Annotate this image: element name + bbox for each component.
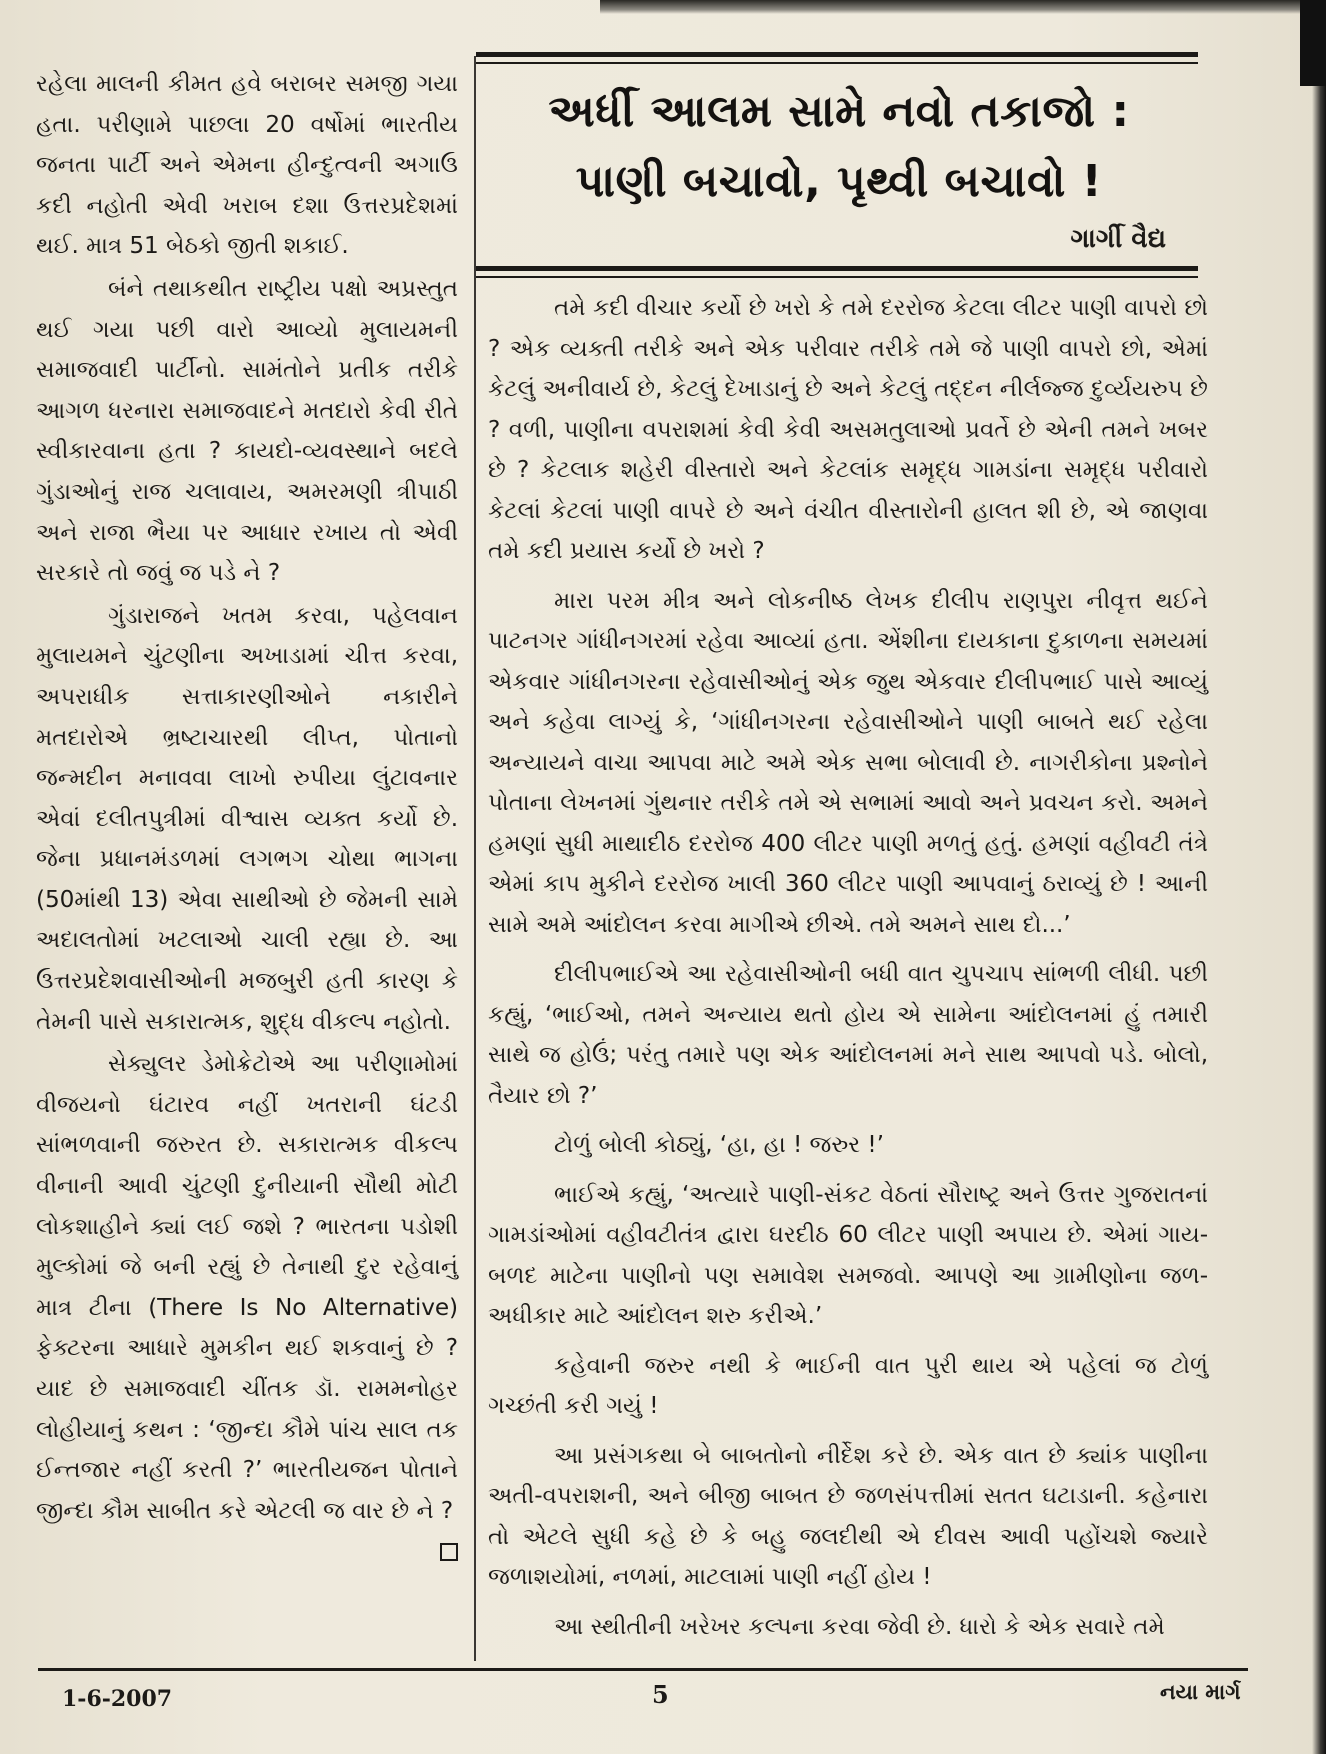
article-paragraph: કહેવાની જરુર નથી કે ભાઈની વાત પુરી થાય એ પહેલાં જ ટોળું ગચ્છંતી કરી ગયું ! bbox=[488, 1351, 1208, 1419]
left-paragraph-text: સેક્યુલર ડેમોક્રેટોએ આ પરીણામોમાં વીજયનો ઘંટારવ નહીં ખતરાની ઘંટડી સાંભળવાની જરુરત છે. સકારાત્મક વીકલ્પ વીનાની આવી ચુંટણી દુનીયાની સૌથી મોટી લોકશાહીને ક્યાં લઈ જશે ? ભારતના પડોશી મુલ્કોમાં જે બની રહ્યું છે તેનાથી દુર રહેવાનું માત્ર ટીના (There Is No Alternative) ફેક્ટરના આધારે મુમકીન થઈ શકવાનું છે ? યાદ છે સમાજવાદી ચીંતક ડૉ. રામમનોહર લોહીયાનું કથન : ‘જીન્દા કૌમે પાંચ સાલ તક ઈન્તજાર નહીં કરતી ?’ ભારતીયજન પોતાને જીન્દા કૌમ સાબીત કરે એટલી જ વાર છે ને ? bbox=[36, 1050, 458, 1524]
page-number: 5 bbox=[652, 1680, 669, 1709]
article-paragraph: તમે કદી વીચાર કર્યો છે ખરો કે તમે દરરોજ કેટલા લીટર પાણી વાપરો છો ? એક વ્યક્તી તરીકે અને એક પરીવાર તરીકે તમે જે પાણી વાપરો છો, એમાં કેટલું અનીવાર્ય છે, કેટલું દેખાડાનું છે અને કેટલું તદ્દન નીર્લજ્જ દુર્વ્યયરુપ છે ? વળી, પાણીના વપરાશમાં કેવી કેવી અસમતુલાઓ પ્રવર્તે છે એની તમને ખબર છે ? કેટલાક શહેરી વીસ્તારો અને કેટલાંક સમૃદ્ધ ગામડાંના સમૃદ્ધ પરીવારો કેટલાં કેટલાં પાણી વાપરે છે અને વંચીત વીસ્તારોની હાલત શી છે, એ જાણવા તમે કદી પ્રયાસ કર્યો છે ખરો ? bbox=[488, 294, 1208, 564]
article-title-line-1: અર્ધી આલમ સામે નવો તકાજો : bbox=[548, 86, 1130, 137]
article-paragraph: ટોળું બોલી કોઠ્યું, ‘હા, હા ! જરુર !’ bbox=[554, 1131, 884, 1158]
left-paragraph: રહેલા માલની કીમત હવે બરાબર સમજી ગયા હતા. પરીણામે પાછલા 20 વર્ષોમાં ભારતીય જનતા પાર્ટી અને એમના હીન્દુત્વની અગાઉ કદી નહોતી એવી ખરાબ દશા ઉત્તરપ્રદેશમાં થઈ. માત્ર 51 બેઠકો જીતી શકાઈ. bbox=[36, 70, 458, 260]
article-paragraph: દીલીપભાઈએ આ રહેવાસીઓની બધી વાત ચુપચાપ સાંભળી લીધી. પછી કહ્યું, ‘ભાઈઓ, તમને અન્યાય થતો હોય એ સામેના આંદોલનમાં હું તમારી સાથે જ હોઉં; પરંતુ તમારે પણ એક આંદોલનમાં મને સાથ આપવો પડે. બોલો, તૈયાર છો ?’ bbox=[488, 960, 1208, 1109]
article-title-line-2: પાણી બચાવો, પૃથ્વી બચાવો ! bbox=[575, 156, 1103, 207]
column-divider bbox=[474, 56, 476, 1661]
left-column bbox=[36, 64, 458, 1664]
left-paragraph: ગુંડારાજને ખતમ કરવા, પહેલવાન મુલાયમને ચુંટણીના અખાડામાં ચીત્ત કરવા, અપરાધીક સત્તાકારણીઓને નકારીને મતદારોએ ભ્રષ્ટાચારથી લીપ્ત, પોતાનો જન્મદીન મનાવવા લાખો રુપીયા લુંટાવનાર એવાં દલીતપુત્રીમાં વીશ્વાસ વ્યક્ત કર્યો છે. જેના પ્રધાનમંડળમાં લગભગ ચોથા ભાગના (50માંથી 13) એવા સાથીઓ છે જેમની સામે અદાલતોમાં ખટલાઓ ચાલી રહ્યા છે. આ ઉત્તરપ્રદેશવાસીઓની મજબુરી હતી કારણ કે તેમની પાસે સકારાત્મક, શુદ્ધ વીકલ્પ નહોતો. bbox=[36, 601, 458, 1035]
header-top-rule-thin bbox=[476, 62, 1198, 64]
footer-rule bbox=[38, 1668, 1248, 1671]
article-paragraph: મારા પરમ મીત્ર અને લોકનીષ્ઠ લેખક દીલીપ રાણપુરા નીવૃત્ત થઈને પાટનગર ગાંધીનગરમાં રહેવા આવ્યાં હતા. એંશીના દાયકાના દુકાળના સમયમાં એકવાર ગાંધીનગરના રહેવાસીઓનું એક જુથ એકવાર દીલીપભાઈ પાસે આવ્યું અને કહેવા લાગ્યું કે, ‘ગાંધીનગરના રહેવાસીઓને પાણી બાબતે થઈ રહેલા અન્યાયને વાચા આપવા માટે અમે એક સભા બોલાવી છે. નાગરીકોના પ્રશ્નોને પોતાના લેખનમાં ગુંથનાર તરીકે તમે એ સભામાં આવો અને પ્રવચન કરો. અમને હમણાં સુધી માથાદીઠ દરરોજ 400 લીટર પાણી મળતું હતું. હમણાં વહીવટી તંત્રે એમાં કાપ મુકીને દરરોજ ખાલી 360 લીટર પાણી આપવાનું ઠરાવ્યું છે ! આની સામે અમે આંદોલન કરવા માગીએ છીએ. તમે અમને સાથ દો...’ bbox=[488, 586, 1208, 938]
article-paragraph: આ પ્રસંગકથા બે બાબતોનો નીર્દેશ કરે છે. એક વાત છે ક્યાંક પાણીના અતી-વપરાશની, અને બીજી બાબત છે જળસંપત્તીમાં સતત ઘટાડાની. કહેનારા તો એટલે સુધી કહે છે કે બહુ જલદીથી એ દીવસ આવી પહોંચશે જ્યારે જળાશયોમાં, નળમાં, માટલામાં પાણી નહીં હોય ! bbox=[488, 1441, 1208, 1590]
article-paragraph: આ સ્થીતીની ખરેખર કલ્પના કરવા જેવી છે. ધારો કે એક સવારે તમે bbox=[554, 1612, 1165, 1640]
scan-right-edge bbox=[1312, 0, 1326, 1754]
article-body bbox=[488, 288, 1208, 1658]
scan-top-shadow bbox=[600, 0, 1326, 14]
article-end-box-icon bbox=[440, 1543, 458, 1561]
left-paragraph bbox=[36, 1044, 458, 1531]
header-top-rule bbox=[476, 52, 1198, 57]
header-bottom-rule-thin bbox=[476, 276, 1198, 278]
left-paragraph: બંને તથાકથીત રાષ્ટ્રીય પક્ષો અપ્રસ્તુત થઈ ગયા પછી વારો આવ્યો મુલાયમની સમાજવાદી પાર્ટીનો. સામંતોને પ્રતીક તરીકે આગળ ધરનારા સમાજવાદને મતદારો કેવી રીતે સ્વીકારવાના હતા ? કાયદો-વ્યવસ્થાને બદલે ગુંડાઓનું રાજ ચલાવાય, અમરમણી ત્રીપાઠી અને રાજા ભૈયા પર આધાર રખાય તો એવી સરકારે તો જવું જ પડે ને ? bbox=[36, 274, 458, 587]
scan-corner-shadow bbox=[1300, 0, 1326, 86]
footer-date: 1-6-2007 bbox=[62, 1686, 173, 1712]
magazine-name: નયા માર્ગ bbox=[1160, 1680, 1241, 1704]
header-bottom-rule bbox=[476, 266, 1198, 271]
article-author: ગાર્ગી વૈદ્ય bbox=[1070, 224, 1166, 254]
article-paragraph: ભાઈએ કહ્યું, ‘અત્યારે પાણી-સંકટ વેઠતાં સૌરાષ્ટ્ર અને ઉત્તર ગુજરાતનાં ગામડાંઓમાં વહીવટીતંત્ર દ્વારા ઘરદીઠ 60 લીટર પાણી અપાય છે. એમાં ગાય-બળદ માટેના પાણીનો પણ સમાવેશ સમજવો. આપણે આ ગ્રામીણોના જળ-અધીકાર માટે આંદોલન શરુ કરીએ.’ bbox=[488, 1180, 1208, 1329]
